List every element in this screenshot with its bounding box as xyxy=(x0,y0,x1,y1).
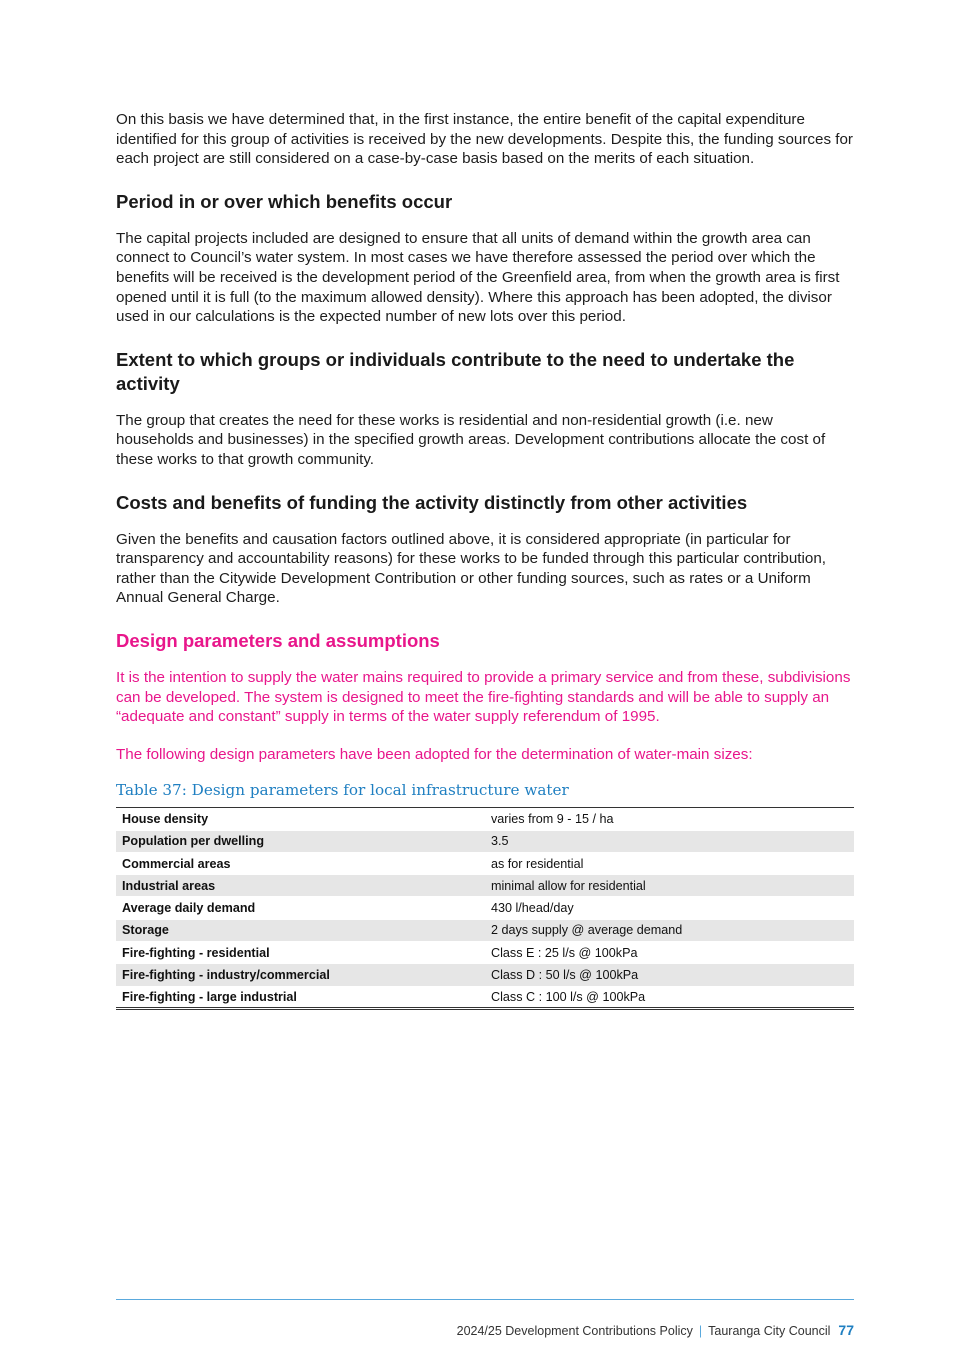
table-row xyxy=(116,919,854,941)
footer-divider xyxy=(116,1299,854,1300)
param-label: Fire-fighting - large industrial xyxy=(116,986,485,1008)
param-value: minimal allow for residential xyxy=(485,875,854,897)
param-value: varies from 9 - 15 / ha xyxy=(485,808,854,830)
design-paragraph-1: It is the intention to supply the water mains required to provide a primary service and from these, subdivisions can be developed. The system is designed to meet the fire-fighting standards and will be able to supply an “adequate and constant” supply in terms of the water supply referendum of 1995. xyxy=(116,668,851,726)
page-number: 77 xyxy=(838,1322,854,1338)
table-row xyxy=(116,942,854,964)
param-label: Population per dwelling xyxy=(116,830,485,852)
extent-paragraph: The group that creates the need for these works is residential and non-residential growth (i.e. new households and businesses) in the specified growth areas. Development contributions allocate the cost of these works to that growth community. xyxy=(116,411,826,468)
param-value: Class C : 100 l/s @ 100kPa xyxy=(485,986,854,1008)
table-row xyxy=(116,808,854,830)
footer-separator: | xyxy=(698,1324,703,1338)
table-row xyxy=(116,986,854,1008)
design-parameters-table xyxy=(116,807,854,1010)
period-paragraph: The capital projects included are designed to ensure that all units of demand within the growth area can connect to Council’s water system. In most cases we have therefore assessed the period over which the benefits will be received is the development period of the Greenfield area, from when the growth area is first opened until it is full (to the maximum allowed density). Where this approach has been adopted, the divisor used in our calculations is the expected number of new lots over this period. xyxy=(116,229,840,326)
param-label: Average daily demand xyxy=(116,897,485,919)
param-value: Class D : 50 l/s @ 100kPa xyxy=(485,964,854,986)
design-heading: Design parameters and assumptions xyxy=(116,629,440,651)
page-content xyxy=(116,110,854,1010)
param-value: 2 days supply @ average demand xyxy=(485,919,854,941)
design-paragraph-2: The following design parameters have been adopted for the determination of water-main sizes: xyxy=(116,745,753,763)
param-label: Fire-fighting - industry/commercial xyxy=(116,964,485,986)
costs-heading: Costs and benefits of funding the activity distinctly from other activities xyxy=(116,491,748,513)
table-caption: Table 37: Design parameters for local infrastructure water xyxy=(116,781,569,800)
table-row xyxy=(116,897,854,919)
page-footer xyxy=(457,1322,854,1338)
param-label: Fire-fighting - residential xyxy=(116,942,485,964)
intro-paragraph: On this basis we have determined that, in the first instance, the entire benefit of the capital expenditure identified for this group of activities is received by the new developments. Despite this, the funding sources for each project are still considered on a case-by-case basis based on the merits of each situation. xyxy=(116,111,853,168)
param-label: Commercial areas xyxy=(116,852,485,874)
param-value: as for residential xyxy=(485,852,854,874)
table-row xyxy=(116,964,854,986)
footer-policy-title: 2024/25 Development Contributions Policy xyxy=(456,1324,693,1338)
table-row xyxy=(116,875,854,897)
param-value: 3.5 xyxy=(485,830,854,852)
param-value: 430 l/head/day xyxy=(485,897,854,919)
param-label: House density xyxy=(116,808,485,830)
param-label: Storage xyxy=(116,919,485,941)
table-row xyxy=(116,852,854,874)
period-heading: Period in or over which benefits occur xyxy=(116,190,453,212)
costs-paragraph: Given the benefits and causation factors outlined above, it is considered appropriate (in particular for transparency and accountability reasons) for these works to be funded through this particular contribution, rather than the Citywide Development Contribution or other funding sources, such as rates or a Uniform Annual General Charge. xyxy=(116,530,826,607)
table-row xyxy=(116,830,854,852)
param-value: Class E : 25 l/s @ 100kPa xyxy=(485,942,854,964)
extent-heading: Extent to which groups or individuals contribute to the need to undertake the activity xyxy=(116,348,795,394)
footer-council-name: Tauranga City Council xyxy=(708,1324,831,1338)
param-label: Industrial areas xyxy=(116,875,485,897)
